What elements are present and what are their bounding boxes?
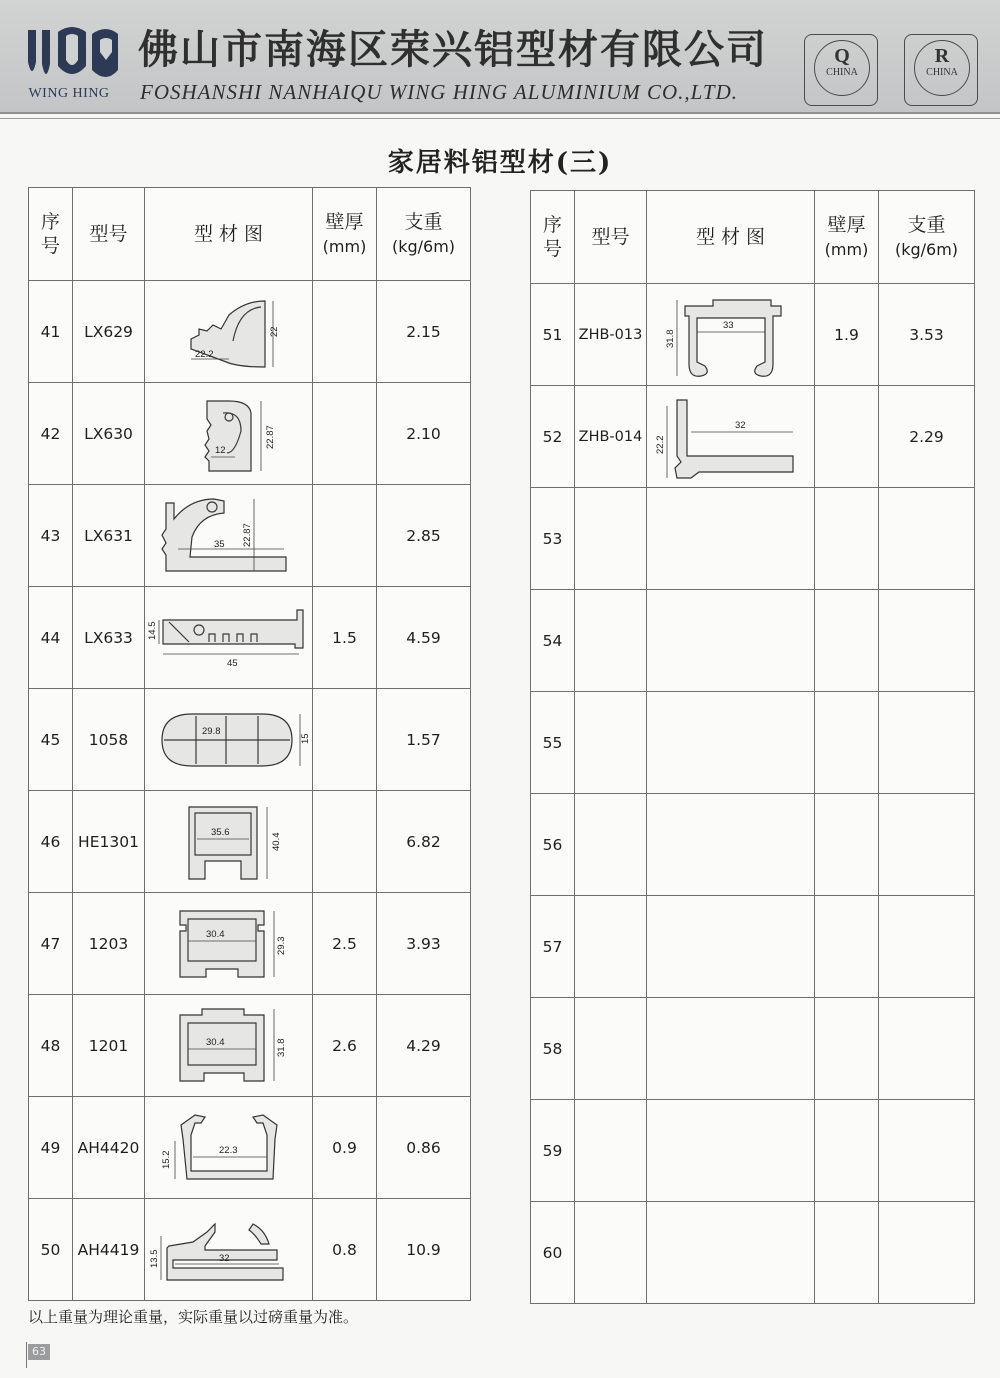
table-row: [29, 485, 471, 587]
row-model: [575, 794, 647, 896]
row-no: 43: [29, 485, 73, 587]
row-model: ZHB-013: [575, 284, 647, 386]
page-number-rule: [26, 1342, 27, 1368]
lx633-profile-icon: [146, 598, 309, 678]
row-wall: [313, 383, 377, 485]
quality-badge-r: [904, 34, 978, 106]
row-model: AH4419: [73, 1199, 145, 1301]
svg-text:32: 32: [734, 419, 746, 431]
svg-text:15: 15: [299, 732, 311, 744]
row-wall: [313, 689, 377, 791]
row-wall: 1.9: [815, 284, 879, 386]
row-model: LX633: [73, 587, 145, 689]
row-weight: 4.59: [377, 587, 471, 689]
row-model: [575, 590, 647, 692]
table-row: [531, 590, 975, 692]
row-weight: 2.29: [879, 386, 975, 488]
profile-table-left: [28, 187, 471, 1301]
table-row: [531, 1202, 975, 1304]
zhb014-profile-icon: [651, 392, 811, 482]
svg-text:13.5: 13.5: [148, 1249, 160, 1268]
table-row: [29, 587, 471, 689]
row-profile: [647, 896, 815, 998]
row-wall: [815, 998, 879, 1100]
row-wall: [815, 692, 879, 794]
row-weight: 3.93: [377, 893, 471, 995]
row-no: 46: [29, 791, 73, 893]
svg-text:22.2: 22.2: [654, 435, 666, 454]
company-name-cn: 佛山市南海区荣兴铝型材有限公司: [138, 26, 768, 73]
table-header-row: [29, 188, 471, 281]
table-row: [531, 896, 975, 998]
table-row: [29, 1199, 471, 1301]
col-wall: 壁厚 (mm): [815, 191, 879, 284]
zhb013-profile-icon: [661, 290, 801, 380]
lx630-profile-icon: [169, 391, 289, 477]
row-weight: [879, 692, 975, 794]
svg-text:31.8: 31.8: [275, 1038, 287, 1057]
row-weight: [879, 794, 975, 896]
row-no: 49: [29, 1097, 73, 1199]
row-wall: [313, 281, 377, 383]
table-row: [531, 386, 975, 488]
company-name-en: FOSHANSHI NANHAIQU WING HING ALUMINIUM CO.,LTD.: [140, 80, 739, 104]
row-profile: [647, 1100, 815, 1202]
col-weight: 支重 (kg/6m): [377, 188, 471, 281]
row-profile: [647, 590, 815, 692]
table-row: [531, 488, 975, 590]
row-model: 1203: [73, 893, 145, 995]
row-weight: 10.9: [377, 1199, 471, 1301]
col-model: 型号: [575, 191, 647, 284]
row-weight: 2.15: [377, 281, 471, 383]
table-row: [29, 791, 471, 893]
row-model: [575, 1100, 647, 1202]
col-profile: 型 材 图: [647, 191, 815, 284]
row-no: 55: [531, 692, 575, 794]
badge-q-letter: Q: [834, 45, 850, 67]
table-row: [29, 893, 471, 995]
row-model: ZHB-014: [575, 386, 647, 488]
row-wall: [815, 386, 879, 488]
row-wall: [313, 485, 377, 587]
col-weight: 支重 (kg/6m): [879, 191, 975, 284]
row-no: 50: [29, 1199, 73, 1301]
badge-r-letter: R: [934, 45, 950, 67]
row-model: [575, 488, 647, 590]
table-row: [531, 794, 975, 896]
page-number: 63: [28, 1344, 50, 1360]
row-model: [575, 1202, 647, 1304]
table-row: [531, 692, 975, 794]
table-row: [531, 284, 975, 386]
row-no: 59: [531, 1100, 575, 1202]
badge-q-label: CHINA: [826, 67, 858, 78]
row-profile: [647, 1202, 815, 1304]
row-profile: [647, 488, 815, 590]
row-weight: [879, 488, 975, 590]
col-model: 型号: [73, 188, 145, 281]
row-wall: [313, 791, 377, 893]
table-row: [531, 998, 975, 1100]
row-no: 56: [531, 794, 575, 896]
svg-text:31.8: 31.8: [664, 329, 676, 348]
row-no: 47: [29, 893, 73, 995]
col-wall: 壁厚 (mm): [313, 188, 377, 281]
row-wall: 2.6: [313, 995, 377, 1097]
row-no: 53: [531, 488, 575, 590]
table-row: [29, 995, 471, 1097]
row-model: AH4420: [73, 1097, 145, 1199]
table-row: [29, 1097, 471, 1199]
row-model: [575, 692, 647, 794]
quality-badge-q: [804, 34, 878, 106]
row-weight: 2.85: [377, 485, 471, 587]
row-wall: [815, 896, 879, 998]
row-weight: 2.10: [377, 383, 471, 485]
row-no: 48: [29, 995, 73, 1097]
svg-text:14.5: 14.5: [146, 621, 158, 640]
logo-text: WING HING: [28, 86, 110, 101]
row-model: [575, 896, 647, 998]
svg-text:12: 12: [214, 444, 226, 456]
svg-text:35.6: 35.6: [210, 826, 229, 838]
svg-text:22.3: 22.3: [218, 1144, 237, 1156]
row-model: LX631: [73, 485, 145, 587]
he1301-profile-icon: [169, 799, 289, 885]
svg-text:15.2: 15.2: [160, 1150, 172, 1169]
svg-text:22.87: 22.87: [241, 522, 253, 547]
row-wall: 0.8: [313, 1199, 377, 1301]
row-model: 1201: [73, 995, 145, 1097]
table-row: [29, 383, 471, 485]
row-no: 60: [531, 1202, 575, 1304]
header-divider: [0, 118, 1000, 119]
svg-text:35: 35: [213, 538, 225, 550]
row-no: 45: [29, 689, 73, 791]
ah4419-profile-icon: [149, 1210, 309, 1290]
row-no: 42: [29, 383, 73, 485]
row-no: 41: [29, 281, 73, 383]
page-title: 家居料铝型材(三): [387, 148, 613, 178]
row-wall: [815, 1100, 879, 1202]
row-no: 58: [531, 998, 575, 1100]
row-wall: [815, 590, 879, 692]
svg-text:32: 32: [218, 1252, 230, 1264]
ah4420-profile-icon: [159, 1105, 299, 1191]
row-wall: [815, 794, 879, 896]
page-header: [0, 0, 1000, 114]
row-wall: [815, 488, 879, 590]
svg-text:29.8: 29.8: [201, 725, 220, 737]
row-weight: 3.53: [879, 284, 975, 386]
svg-text:30.4: 30.4: [205, 928, 224, 940]
row-model: [575, 998, 647, 1100]
row-no: 52: [531, 386, 575, 488]
row-no: 44: [29, 587, 73, 689]
weight-footnote: 以上重量为理论重量，实际重量以过磅重量为准。: [28, 1308, 359, 1326]
row-no: 54: [531, 590, 575, 692]
1058-profile-icon: [154, 700, 311, 780]
svg-text:33: 33: [722, 319, 734, 331]
svg-text:45: 45: [226, 657, 238, 669]
row-weight: [879, 1100, 975, 1202]
row-profile: [647, 794, 815, 896]
table-header-row: [531, 191, 975, 284]
svg-text:22: 22: [268, 325, 280, 337]
wing-hing-logo: [22, 22, 122, 86]
badge-r-label: CHINA: [926, 67, 958, 78]
col-seq: 序 号: [531, 191, 575, 284]
row-weight: [879, 998, 975, 1100]
row-model: LX629: [73, 281, 145, 383]
profile-table-right: [530, 190, 975, 1304]
svg-text:22.87: 22.87: [264, 424, 276, 449]
row-model: 1058: [73, 689, 145, 791]
1203-profile-icon: [164, 901, 294, 987]
row-weight: [879, 1202, 975, 1304]
row-wall: [815, 1202, 879, 1304]
row-weight: [879, 590, 975, 692]
table-row: [531, 1100, 975, 1202]
row-weight: 4.29: [377, 995, 471, 1097]
row-no: 57: [531, 896, 575, 998]
row-model: LX630: [73, 383, 145, 485]
row-wall: 1.5: [313, 587, 377, 689]
row-no: 51: [531, 284, 575, 386]
svg-text:22.2: 22.2: [194, 348, 213, 360]
row-weight: 6.82: [377, 791, 471, 893]
row-profile: [647, 998, 815, 1100]
lx631-profile-icon: [154, 491, 304, 581]
row-weight: 1.57: [377, 689, 471, 791]
row-wall: 2.5: [313, 893, 377, 995]
svg-text:29.3: 29.3: [275, 936, 287, 955]
table-row: [29, 689, 471, 791]
col-profile: 型 材 图: [145, 188, 313, 281]
row-weight: [879, 896, 975, 998]
row-profile: [647, 692, 815, 794]
row-weight: 0.86: [377, 1097, 471, 1199]
1201-profile-icon: [164, 1003, 294, 1089]
svg-text:40.4: 40.4: [270, 832, 282, 851]
svg-text:30.4: 30.4: [205, 1036, 224, 1048]
row-wall: 0.9: [313, 1097, 377, 1199]
col-seq: 序 号: [29, 188, 73, 281]
row-model: HE1301: [73, 791, 145, 893]
lx629-profile-icon: [169, 289, 289, 375]
table-row: [29, 281, 471, 383]
